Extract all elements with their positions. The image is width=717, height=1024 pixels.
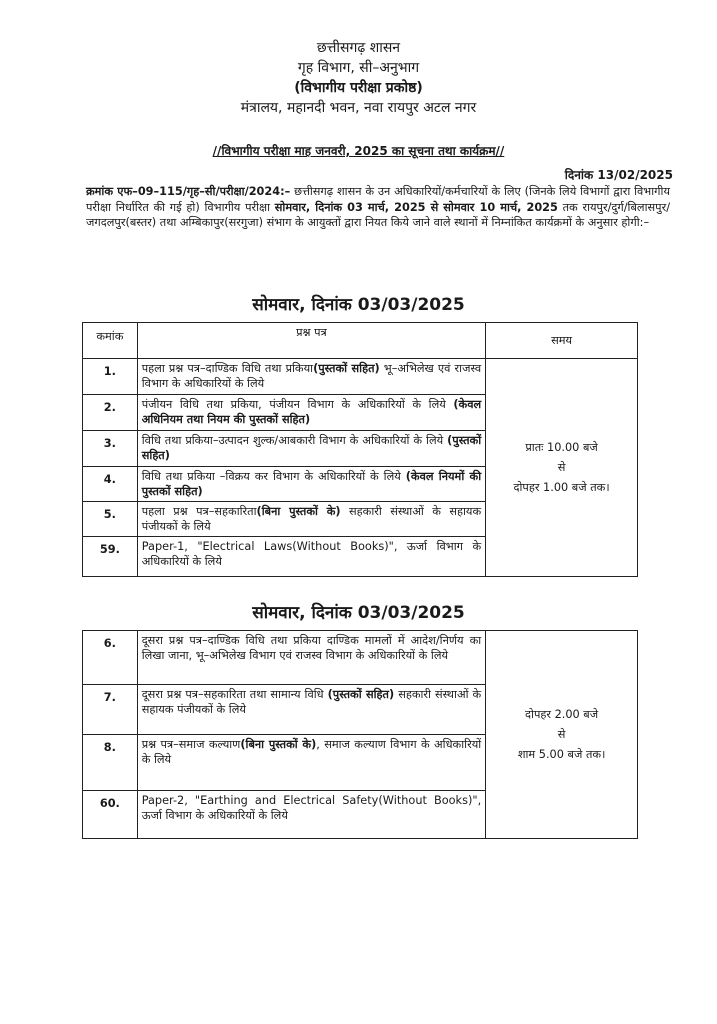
row-paper: पंजीयन विधि तथा प्रकिया, पंजीयन विभाग के अधिकारियों के लिये (केवल अधिनियम तथा नियम की पुस्तकों सहित) <box>137 395 485 431</box>
row-paper: दूसरा प्रश्न पत्र–दाण्डिक विधि तथा प्रकिया दाण्डिक मामलों में आदेश/निर्णय का लिखा जाना, भू–अभिलेख विभाग एवं राजस्व विभाग के अधिकारियों के लिये <box>137 631 486 685</box>
row-num: 8. <box>83 735 138 791</box>
department-name: गृह विभाग, सी–अनुभाग <box>297 60 420 76</box>
intro-text-1: छत्तीसगढ़ शासन के उन अधिकारियों/कर्मचारियों के लिए (जिनके लिये विभागों द्वारा विभागीय परीक्षा निर्धारित की गई हो) विभागीय परीक्षा <box>86 185 670 214</box>
row-paper: प्रश्न पत्र–समाज कल्याण(बिना पुस्तकों के), समाज कल्याण विभाग के अधिकारियों के लिये <box>137 735 486 791</box>
session-2-time: दोपहर 2.00 बजे से शाम 5.00 बजे तक। <box>486 631 638 839</box>
govt-name: छत्तीसगढ़ शासन <box>316 40 401 56</box>
session-2-heading: सोमवार, दिनांक 03/03/2025 <box>252 603 465 623</box>
row-paper: पहला प्रश्न पत्र–सहकारिता(बिना पुस्तकों के) सहकारी संस्थाओं के सहायक पंजीयकों के लिये <box>137 502 485 537</box>
intro-text-2: तक रायपुर/दुर्ग/बिलासपुर/जगदलपुर(बस्तर) तथा अम्बिकापुर(सरगुजा) संभाग के आयुक्तों द्वारा नियत किये जाने वाले स्थानों में निम्नांकित कार्यक्रमों के अनुसार होगी:– <box>86 200 670 229</box>
row-paper: Paper-2, "Earthing and Electrical Safety(Without Books)", ऊर्जा विभाग के अधिकारियों के लिये <box>137 791 486 839</box>
row-num: 6. <box>83 631 138 685</box>
intro-paragraph <box>86 184 670 231</box>
table-row <box>83 631 638 685</box>
table-row <box>83 359 638 395</box>
col-paper-header: प्रश्न पत्र <box>137 323 485 359</box>
row-paper: दूसरा प्रश्न पत्र–सहकारिता तथा सामान्य विधि (पुस्तकों सहित) सहकारी संस्थाओं के सहायक पंजीयकों के लिये <box>137 685 486 735</box>
office-address: मंत्रालय, महानदी भवन, नवा रायपुर अटल नगर <box>240 100 477 116</box>
row-paper: विधि तथा प्रकिया –विक्रय कर विभाग के अधिकारियों के लिये (केवल नियमों की पुस्तकों सहित) <box>137 467 485 502</box>
row-num: 59. <box>83 537 138 577</box>
session-1-heading: सोमवार, दिनांक 03/03/2025 <box>252 295 465 315</box>
session-1-table <box>82 322 638 577</box>
col-time-header: समय <box>486 323 638 359</box>
row-num: 5. <box>83 502 138 537</box>
row-num: 2. <box>83 395 138 431</box>
row-num: 7. <box>83 685 138 735</box>
reference-number: क्रमांक एफ–09–115/गृह–सी/परीक्षा/2024:– <box>86 185 291 198</box>
table-header-row <box>83 323 638 359</box>
row-num: 1. <box>83 359 138 395</box>
row-paper: Paper-1, "Electrical Laws(Without Books)", ऊर्जा विभाग के अधिकारियों के लिये <box>137 537 485 577</box>
row-num: 3. <box>83 431 138 467</box>
col-num-header: कमांक <box>83 323 138 359</box>
row-num: 60. <box>83 791 138 839</box>
notice-date: दिनांक 13/02/2025 <box>564 168 673 182</box>
cell-name: (विभागीय परीक्षा प्रकोष्ठ) <box>294 80 423 96</box>
row-paper: विधि तथा प्रकिया–उत्पादन शुल्क/आबकारी विभाग के अधिकारियों के लिये (पुस्तकों सहित) <box>137 431 485 467</box>
exam-dates: सोमवार, दिनांक 03 मार्च, 2025 से सोमवार 10 मार्च, 2025 <box>274 200 558 214</box>
row-paper: पहला प्रश्न पत्र–दाण्डिक विधि तथा प्रकिया(पुस्तकों सहित) भू–अभिलेख एवं राजस्व विभाग के अधिकारियों के लिये <box>137 359 485 395</box>
session-1-time: प्रातः 10.00 बजे से दोपहर 1.00 बजे तक। <box>486 359 638 577</box>
letterhead <box>0 38 717 118</box>
row-num: 4. <box>83 467 138 502</box>
session-2-table <box>82 630 638 839</box>
notice-subject: //विभागीय परीक्षा माह जनवरी, 2025 का सूचना तथा कार्यक्रम// <box>212 144 505 158</box>
